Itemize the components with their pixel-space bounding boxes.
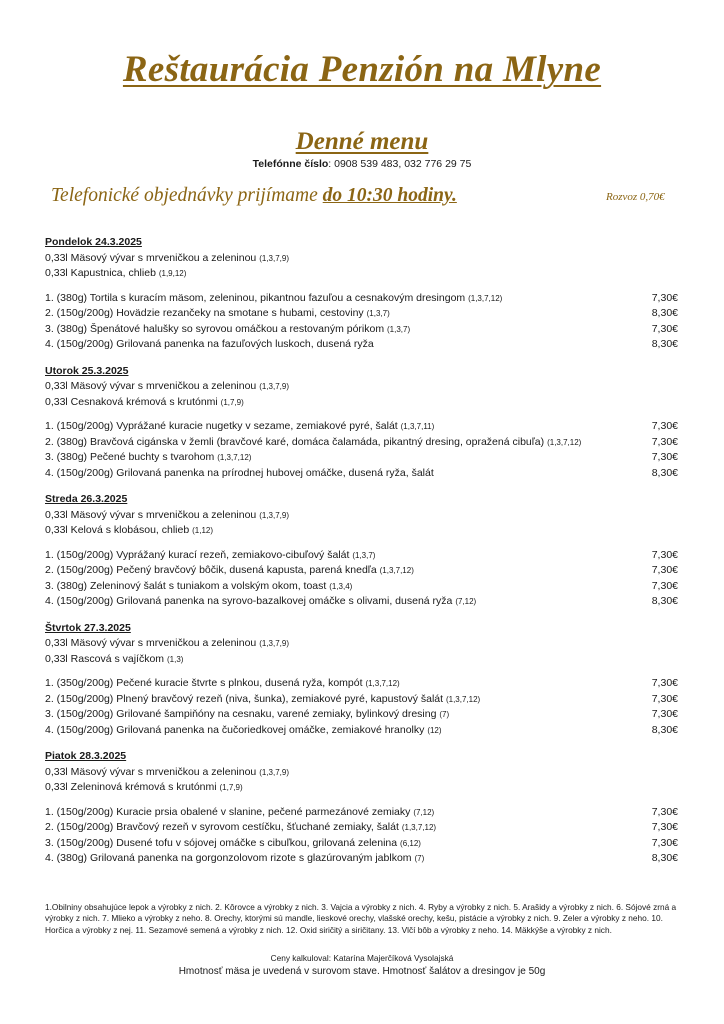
meal-name: 3. (150g/200g) Grilované šampiňóny na cesnaku, varené zemiaky, bylinkový dresing	[45, 708, 437, 720]
meal-price: 7,30€	[651, 322, 678, 335]
allergen-codes: (1,7,9)	[219, 783, 243, 792]
soup-name: 0,33l Zeleninová krémová s krutónmi	[45, 781, 217, 793]
allergen-codes: (1,3,7,9)	[259, 510, 289, 520]
allergen-codes: (1,3,7,12)	[445, 694, 481, 704]
meal-name: 2. (150g/200g) Plnený bravčový rezeň (niva, šunka), zemiakové pyré, kapustový šalát	[45, 692, 444, 705]
soup-name: 0,33l Mäsový vývar s mrveničkou a zeleninou	[45, 765, 257, 778]
meal-item	[45, 707, 678, 723]
allergen-codes: (1,3,4)	[329, 581, 353, 591]
meal-item	[45, 594, 678, 610]
soup-name: 0,33l Mäsový vývar s mrveničkou a zeleninou	[45, 380, 257, 392]
meal-item	[45, 291, 678, 307]
meal-name: 2. (380g) Bravčová cigánska v žemli (bravčové karé, domáca čalamáda, pikantný dresing, opražená cibuľa)	[45, 435, 545, 448]
soup-item	[45, 636, 678, 652]
meal-name: 1. (350g/200g) Pečené kuracie štvrte s plnkou, dusená ryža, kompót	[45, 677, 363, 689]
soup-item	[45, 765, 678, 781]
allergen-codes: (7,12)	[413, 807, 435, 817]
meal-name: 4. (150g/200g) Grilovaná panenka na fazuľových luskoch, dusená ryža	[45, 338, 374, 350]
allergen-codes: (1,3,7,9)	[259, 382, 289, 391]
allergen-codes: (1,3,7,11)	[400, 422, 435, 431]
meal-price: 8,30€	[651, 466, 678, 479]
meal-name: 3. (380g) Zeleninový šalát s tuniakom a volským okom, toast	[45, 579, 327, 592]
section-spacer	[45, 796, 678, 805]
meal-name: 1. (150g/200g) Kuracie prsia obalené v slanine, pečené parmezánové zemiaky	[45, 805, 411, 818]
meal-item	[45, 306, 678, 322]
meal-price: 8,30€	[651, 595, 678, 607]
delivery-fee: Rozvoz 0,70€	[606, 191, 665, 203]
soup-item	[45, 379, 678, 395]
meal-item	[45, 676, 678, 692]
weight-note: Hmotnosť mäsa je uvedená v surovom stave. Hmotnosť šalátov a dresingov je 50g	[178, 966, 546, 977]
meal-price: 7,30€	[651, 821, 678, 833]
day-section	[45, 492, 678, 610]
phone-label: Telefónne číslo	[252, 158, 329, 170]
meal-item	[45, 805, 678, 821]
meal-price: 7,30€	[651, 805, 678, 818]
meal-item	[45, 692, 678, 708]
meal-name: 3. (380g) Špenátové halušky so syrovou omáčkou a restovaným pórikom	[45, 322, 385, 335]
section-spacer	[45, 667, 678, 676]
soup-name: 0,33l Kapustnica, chlieb	[45, 267, 156, 279]
day-title: Streda 26.3.2025	[45, 493, 128, 505]
meal-name: 4. (150g/200g) Grilovaná panenka na syrovo-bazalkovej omáčke s olivami, dusená ryža	[45, 595, 453, 607]
meal-price: 7,30€	[651, 548, 678, 561]
soup-name: 0,33l Mäsový vývar s mrveničkou a zeleninou	[45, 637, 257, 649]
allergen-codes: (1,3,7,9)	[259, 253, 289, 263]
soup-name: 0,33l Mäsový vývar s mrveničkou a zeleninou	[45, 251, 257, 264]
soup-item	[45, 652, 678, 668]
meal-name: 3. (150g/200g) Dusené tofu v sójovej omáčke s cibuľkou, grilovaná zelenina	[45, 836, 398, 849]
meal-item	[45, 723, 678, 739]
meal-name: 3. (380g) Pečené buchty s tvarohom	[45, 451, 215, 463]
price-calculated-by: Ceny kalkuloval: Katarína Majerčíková Vysolajská	[270, 953, 454, 963]
menu-subtitle: Denné menu	[295, 128, 429, 155]
allergen-codes: (1,3,7,12)	[468, 293, 503, 303]
meal-price: 8,30€	[651, 338, 678, 350]
meal-price: 8,30€	[651, 307, 678, 319]
day-section	[45, 621, 678, 739]
phone-numbers[interactable]: : 0908 539 483, 032 776 29 75	[328, 158, 472, 170]
allergen-notes: 1.Obilniny obsahujúce lepok a výrobky z nich. 2. Kôrovce a výrobky z nich. 3. Vajcia a výrobky z nich. 4. Ryby a výrobky z nich. 5. Arašidy a výrobky z nich. 6. Sójové zrná a výrobky z nich. 7. Mlieko a výrobky z neho. 8. Orechy, ktorými sú mandle, lieskové orechy, vlašské orechy, kešu, pistácie a výrobky z nich. 9. Zeler a výrobky z neho. 10. Horčica a výrobky z nej. 11. Sezamové semená a výrobky z nich. 12. Oxid siričitý a siričitany. 13. Vlčí bôb a výrobky z neho. 14. Mäkkýše a výrobky z nich.	[45, 902, 677, 935]
meal-item	[45, 548, 678, 564]
allergen-codes: (1,3,7)	[352, 550, 376, 560]
day-section	[45, 364, 678, 482]
allergen-codes: (1,9,12)	[158, 269, 187, 278]
day-title: Utorok 25.3.2025	[45, 364, 129, 377]
phone-line	[0, 158, 724, 170]
meal-price: 7,30€	[651, 291, 678, 304]
day-title: Piatok 28.3.2025	[45, 750, 127, 762]
meal-price: 7,30€	[651, 579, 678, 592]
allergen-codes: (1,3,7,12)	[379, 566, 414, 575]
allergen-codes: (1,3,7,12)	[365, 679, 400, 688]
meal-name: 2. (150g/200g) Hovädzie rezančeky na smotane s hubami, cestoviny	[45, 307, 364, 319]
allergen-codes: (7)	[439, 710, 450, 719]
meal-name: 2. (150g/200g) Pečený bravčový bôčik, dusená kapusta, parená knedľa	[45, 564, 377, 576]
meal-item	[45, 563, 678, 579]
meal-price: 7,30€	[651, 836, 678, 849]
meal-name: 1. (150g/200g) Vyprážaný kurací rezeň, zemiakovo-cibuľový šalát	[45, 548, 350, 561]
daily-menu-list	[45, 235, 678, 878]
allergen-codes: (1,7,9)	[220, 397, 244, 407]
allergen-codes: (1,3,7,12)	[547, 437, 582, 447]
section-spacer	[45, 410, 678, 419]
allergen-codes: (12)	[427, 725, 442, 735]
allergen-codes: (1,3,7,9)	[259, 767, 289, 777]
meal-price: 8,30€	[651, 852, 678, 864]
meal-price: 7,30€	[651, 692, 678, 705]
meal-name: 4. (150g/200g) Grilovaná panenka na prírodnej hubovej omáčke, dusená ryža, šalát	[45, 466, 434, 479]
order-text: Telefonické objednávky prijímame	[51, 185, 323, 206]
meal-price: 7,30€	[651, 708, 678, 720]
soup-item	[45, 251, 678, 267]
allergen-codes: (7,12)	[455, 597, 477, 606]
meal-item	[45, 337, 678, 353]
allergen-codes: (1,3,7)	[387, 324, 411, 334]
soup-name: 0,33l Kelová s klobásou, chlieb	[45, 524, 190, 536]
meal-item	[45, 820, 678, 836]
meal-item	[45, 435, 678, 451]
soup-name: 0,33l Cesnaková krémová s krutónmi	[45, 395, 218, 408]
meal-name: 4. (380g) Grilovaná panenka na gorgonzolovom rizote s glazúrovaným jablkom	[45, 852, 412, 864]
soup-name: 0,33l Mäsový vývar s mrveničkou a zeleninou	[45, 508, 257, 521]
meal-item	[45, 419, 678, 435]
soup-item	[45, 508, 678, 524]
day-section	[45, 749, 678, 867]
meal-item	[45, 322, 678, 338]
meal-name: 1. (150g/200g) Vyprážané kuracie nugetky v sezame, zemiakové pyré, šalát	[45, 420, 398, 432]
allergen-codes: (1,12)	[192, 526, 214, 535]
allergen-codes: (6,12)	[400, 838, 421, 848]
allergen-codes: (7)	[414, 854, 425, 863]
allergen-codes: (1,3,7,12)	[401, 823, 437, 832]
day-section	[45, 235, 678, 353]
allergen-codes: (1,3)	[166, 654, 184, 664]
order-notice	[51, 185, 457, 207]
meal-name: 1. (380g) Tortila s kuracím mäsom, zeleninou, pikantnou fazuľou a cesnakovým dresingom	[45, 291, 466, 304]
meal-item	[45, 466, 678, 482]
section-spacer	[45, 282, 678, 291]
meal-item	[45, 579, 678, 595]
meal-name: 4. (150g/200g) Grilovaná panenka na čučoriedkovej omáčke, zemiakové hranolky	[45, 723, 425, 736]
section-spacer	[45, 539, 678, 548]
meal-name: 2. (150g/200g) Bravčový rezeň v syrovom cestíčku, šťuchané zemiaky, šalát	[45, 821, 399, 833]
meal-item	[45, 450, 678, 466]
soup-item	[45, 523, 678, 539]
day-title: Štvrtok 27.3.2025	[45, 621, 131, 634]
meal-price: 7,30€	[651, 564, 678, 576]
meal-price: 7,30€	[651, 677, 678, 689]
meal-price: 8,30€	[651, 723, 678, 736]
meal-item	[45, 851, 678, 867]
meal-price: 7,30€	[651, 451, 678, 463]
soup-item	[45, 780, 678, 796]
meal-price: 7,30€	[651, 420, 678, 432]
order-deadline: do 10:30 hodiny.	[322, 185, 457, 206]
meal-price: 7,30€	[651, 435, 678, 448]
meal-item	[45, 836, 678, 852]
soup-name: 0,33l Rascová s vajíčkom	[45, 652, 165, 665]
allergen-codes: (1,3,7)	[366, 309, 390, 318]
soup-item	[45, 395, 678, 411]
soup-item	[45, 266, 678, 282]
allergen-codes: (1,3,7,12)	[217, 453, 252, 462]
restaurant-title: Reštaurácia Penzión na Mlyne	[122, 49, 602, 90]
day-title: Pondelok 24.3.2025	[45, 236, 142, 248]
allergen-codes: (1,3,7,9)	[259, 639, 289, 648]
